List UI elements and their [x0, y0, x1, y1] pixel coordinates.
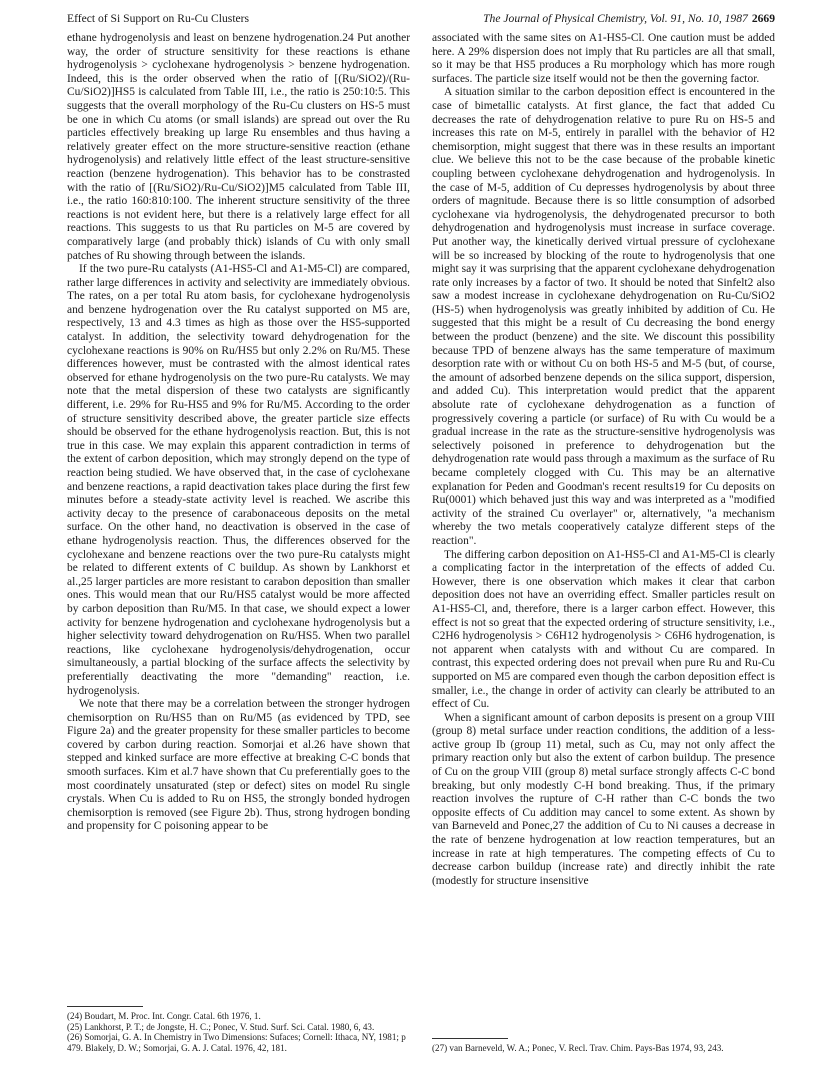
left-column — [67, 32, 410, 834]
page-number: 2669 — [751, 12, 775, 25]
footnote-divider — [67, 1006, 143, 1007]
footnote-divider — [432, 1038, 508, 1039]
paragraph: The differing carbon deposition on A1-HS5-Cl and A1-M5-Cl is clearly a complicating factor in the interpretation of the effects of added Cu. However, there is one observation which makes it clear that carbon deposition does not have an overriding effect. Smaller particles result on A1-HS5-Cl, and, therefore, there is a larger carbon effect. However, this effect is not so great that the expected ordering of structure sensitivity, i.e., C2H6 hydrogenolysis > C6H12 hydrogenolysis > C6H6 hydrogenation, is not apparent when catalysts with and without Cu are compared. In contrast, this expected ordering does not prevail when pure Ru and Ru-Cu supported on M5 are compared even though the carbon deposition effect is smaller, i.e., the change in order of activity can clearly be attributed to an effect of Cu. — [432, 548, 775, 711]
footnote: (25) Lankhorst, P. T.; de Jongste, H. C.; Ponec, V. Stud. Surf. Sci. Catal. 1980, 6, 43. — [67, 1021, 375, 1032]
footnotes-left — [67, 1011, 410, 1053]
paragraph: When a significant amount of carbon deposits is present on a group VIII (group 8) metal surface under reaction conditions, the addition of a less-active group Ib (group 11) metal, such as Cu, may not only affect the primary reaction only but also the extent of carbon buildup. The presence of Cu on the group VIII (group 8) metal surface strongly affects C-C bond breaking, but only modestly C-H bond breaking. Thus, if the primary reaction involves the rupture of C-H rather than C-C bonds the two opposite effects of Cu addition may cancel to some extent. As shown by van Barneveld and Ponec,27 the addition of Cu to Ni causes a decrease in the rate of benzene hydrogenation at low reaction temperatures, but an increase in rate at high temperatures. The competing effects of Cu to decrease carbon buildup (increase rate) and directly inhibit the rate (modestly for structure insensitive — [432, 711, 775, 887]
footnote: (26) Somorjai, G. A. In Chemistry in Two Dimensions: Sufaces; Cornell: Ithaca, NY, 1981; p 479. Blakely, D. W.; Somorjai, G. A. J. Catal. 1976, 42, 181. — [67, 1032, 406, 1053]
journal-citation — [483, 12, 775, 25]
footnote: (27) van Barneveld, W. A.; Ponec, V. Recl. Trav. Chim. Pays-Bas 1974, 93, 243. — [432, 1043, 724, 1053]
paragraph: associated with the same sites on A1-HS5-Cl. One caution must be added here. A 29% dispersion does not imply that Ru particles are all that small, so it may be that HS5 produces a Ru morphology which has more rough surfaces. The particle size itself would not be then the governing factor. — [432, 32, 775, 85]
footnotes-right — [432, 1043, 775, 1054]
paragraph: ethane hydrogenolysis and least on benzene hydrogenation.24 Put another way, the order of structure sensitivity for these reactions is ethane hydrogenolysis > cyclohexane hydrogenolysis > benzene hydrogenation. Indeed, this is the order observed when the ratio of [(Ru/SiO2)/(Ru-Cu/SiO2)]HS5 is calculated from Table III, i.e., the ratio is 250:10:5. This suggests that the overall morphology of the Ru-Cu clusters on HS-5 must be one in which Cu atoms (or small islands) are spread out over the Ru particles effectively breaking up large Ru ensembles and thus having a relatively greater effect on the more structure-sensitive reaction (ethane hydrogenolysis) and relatively little effect of the least structure-sensitive reaction (benzene hydrogenation). This behavior has to be constrasted with the ratio of [(Ru/SiO2)/Ru-Cu/SiO2)]M5 calculated from Table III, i.e., the ratio 160:810:100. The inherent structure sensitivity of the three reactions is not evident here, but there is a relatively large effect for all reactions. This suggests to us that Ru particles on M-5 are covered by comparatively large (and probably thick) islands of Cu with only small patches of Ru showing through between the islands. — [67, 32, 410, 262]
footnote: (24) Boudart, M. Proc. Int. Congr. Catal. 6th 1976, 1. — [67, 1011, 261, 1021]
paragraph: A situation similar to the carbon deposition effect is encountered in the case of bimetallic catalysts. At first glance, the fact that added Cu decreases the rate of dehydrogenation relative to pure Ru on HS-5 and increases this rate on M-5, entirely in parallel with the behavior of H2 chemisorption, might suggest that there was in these results an important clue. We believe this not to be the case because of the probable kinetic coupling between cyclohexane dehydrogenation and hydrogenolysis. In the case of M-5, addition of Cu depresses hydrogenolysis by about three orders of magnitude. Because there is so little consumption of adsorbed cyclohexane via hydrogenolysis, the dehydrogenated precursor to both dehydrogenation and hydrogenolysis must increase in surface coverage. Put another way, the kinetically derived virtual pressure of cyclohexane will be so increased by blocking of the route to hydrogenolysis that one might say it was surprising that the apparent cyclohexane dehydrogenation rate only increases by a factor of two. It should be noted that Sinfelt2 also saw a modest increase in cyclohexane dehydrogenation on Ru-Cu/SiO2 (HS-5) when hydrogenolysis was greatly inhibited by addition of Cu. He suggested that this might be a result of Cu decreasing the bond energy between the product (benzene) and the site. We discount this possibility because TPD of benzene always has the same temperature of maximum desorption rate with or without Cu on both HS-5 and M-5 (but, of course, the amount of adsorbed benzene depends on the silica support, dispersion, and added Cu). This interpretation would predict that the apparent absolute rate of cyclohexane dehydrogenation as a function of progressively covering a particle (or surface) of Ru with Cu would be a gradual increase in the rate as the structure-sensitive hydrogenolysis was selectively poisoned in preference to dehydrogenation but the dehydrogenation rate would pass through a maximum as the surface of Ru became completely clogged with Cu. This may be an alternative explanation for Peden and Goodman's recent results19 for Cu deposits on Ru(0001) which behaved just this way and was interpreted as a "modified activity of the strained Cu overlayer" or, alternatively, "a mechanism whereby the two metals cooperatively catalyze different steps of the reaction". — [432, 86, 775, 547]
paragraph: We note that there may be a correlation between the stronger hydrogen chemisorption on Ru/HS5 than on Ru/M5 (as evidenced by TPD, see Figure 2a) and the greater propensity for these smaller particles to become covered by carbon during reaction. Somorjai et al.26 have shown that stepped and kinked surface are more effective at breaking C-C bonds that smooth surfaces. Kim et al.7 have shown that Cu preferentially goes to the most coordinately unsaturated (step or defect) sites on model Ru single crystals. When Cu is added to Ru on HS5, the strongly bonded hydrogen chemisorption is removed (see Figure 2b). Thus, strong hydrogen bonding and propensity for C poisoning appear to be — [67, 698, 410, 833]
running-header — [67, 12, 775, 28]
paragraph: If the two pure-Ru catalysts (A1-HS5-Cl and A1-M5-Cl) are compared, rather large differences in activity and selectivity are immediately obvious. The rates, on a per total Ru atom basis, for cyclohexane hydrogenolysis and benzene hydrogenation over the Ru catalyst supported on M5 are, respectively, 13 and 4.3 times as high as those over the HS5-supported catalyst. In addition, the selectivity toward dehydrogenation for the cyclohexane reactions is 90% on Ru/HS5 but only 2.2% on Ru/M5. These differences however, must be contrasted with the almost identical rates observed for ethane hydrogenolysis on the two pure-Ru catalysts. We may note that the metal dispersion of these two catalysts are significantly different, i.e. 29% for Ru-HS5 and 9% for Ru/M5. According to the order of structure sensitivity described above, the greater particle size effects should be observed for the ethane hydrogenolysis reaction. But, this is not true in this case. We may explain this apparent contradiction in terms of the extent of carbon deposition, which may strongly depend on the type of reaction being studied. We have observed that, in the case of cyclohexane and benzene reactions, a rapid deactivation takes place during the first few minutes before a steady-state activity level is reached. We ascribe this activity decay to the presence of carabonaceous deposits on the metal surface. On the other hand, no deactivation is observed in the case of ethane hydrogenolysis reaction. Thus, the differences observed for the cyclohexane and benzene reactions over the two pure-Ru catalysts might be related to different extents of C buildup. As shown by Lankhorst et al.,25 larger particles are more resistant to carabon deposition than smaller ones. This would mean that our Ru/HS5 catalyst would be more affected by carbon deposition than Ru/M5. In that case, we should expect a lower activity for benzene hydrogenation and cyclohexane hydrogenolysis but a higher selectivity toward dehydrogenation on Ru/HS5. When two parallel reactions, like cyclohexane hydrogenolysis/dehydrogenation, occur simultaneously, a partial blocking of the surface affects the selectivity by preferentially deactivating the more "demanding" reaction, i.e. hydrogenolysis. — [67, 263, 410, 697]
right-column — [432, 32, 775, 888]
journal-name: The Journal of Physical Chemistry, Vol. 91, No. 10, 1987 — [483, 12, 748, 25]
running-title: Effect of Si Support on Ru-Cu Clusters — [67, 12, 250, 25]
